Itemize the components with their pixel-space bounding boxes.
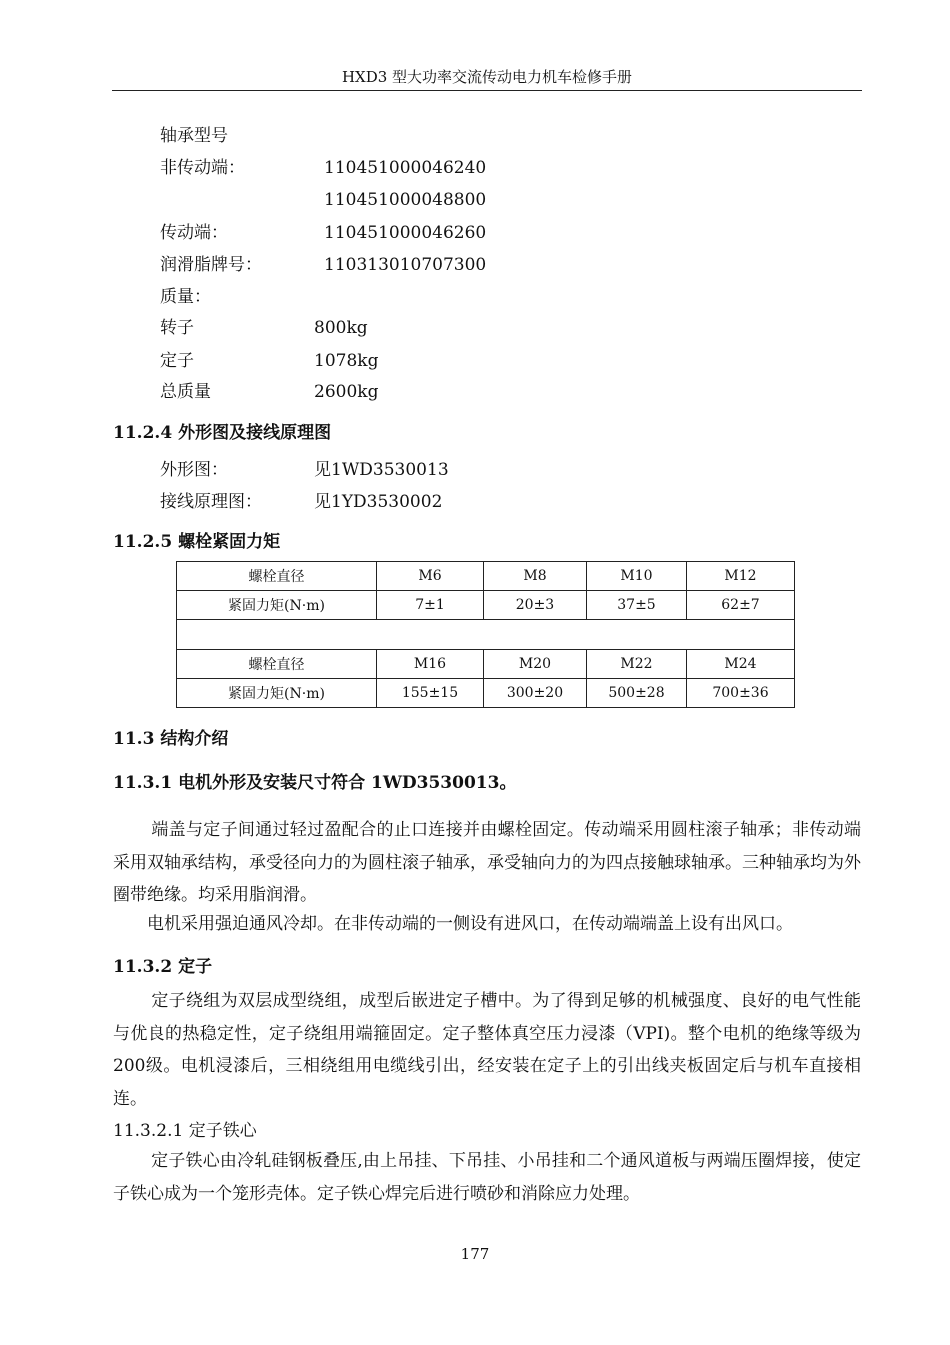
bolt-torque-table [176, 561, 795, 708]
paragraph [113, 814, 861, 912]
grease-value: 110313010707300 [324, 255, 487, 275]
paragraph [113, 985, 861, 1115]
total-mass-value: 2600kg [314, 382, 379, 402]
table-cell: M24 [687, 650, 795, 679]
stator-label: 定子 [160, 351, 194, 371]
paragraph-text: 定子铁心由冷轧硅钢板叠压,由上吊挂、下吊挂、小吊挂和二个通风道板与两端压圈焊接，使定子铁心成为一个笼形壳体。定子铁心焊完后进行喷砂和消除应力处理。 [113, 1151, 861, 1204]
section-11-3-2-heading: 11.3.2 定子 [113, 957, 213, 977]
table-spacer-cell [177, 620, 795, 650]
rotor-label: 转子 [160, 318, 194, 338]
page-header: HXD3 型大功率交流传动电力机车检修手册 [112, 64, 862, 91]
section-11-2-5-heading: 11.2.5 螺栓紧固力矩 [113, 532, 281, 552]
table-cell: 500±28 [587, 679, 687, 708]
mass-title: 质量： [160, 287, 211, 307]
drive-value: 110451000046260 [324, 223, 487, 243]
rotor-value: 800kg [314, 318, 368, 338]
wiring-value: 见1YD3530002 [314, 492, 443, 512]
outline-value: 见1WD3530013 [314, 460, 449, 480]
table-cell: M20 [484, 650, 587, 679]
table-cell: 155±15 [377, 679, 484, 708]
paragraph [113, 908, 861, 941]
table-cell: 20±3 [484, 591, 587, 620]
table-row [177, 679, 795, 708]
table-cell: M12 [687, 562, 795, 591]
table-cell: M22 [587, 650, 687, 679]
table-cell: 700±36 [687, 679, 795, 708]
section-11-3-heading: 11.3 结构介绍 [113, 729, 229, 749]
non-drive-value-1: 110451000046240 [324, 158, 487, 178]
bolt-diameter-label: 螺栓直径 [177, 650, 377, 679]
table-cell: 7±1 [377, 591, 484, 620]
grease-label: 润滑脂牌号： [160, 255, 262, 275]
table-cell: 37±5 [587, 591, 687, 620]
table-spacer-row [177, 620, 795, 650]
non-drive-label: 非传动端： [160, 158, 245, 178]
page-number: 177 [460, 1245, 490, 1263]
table-row [177, 562, 795, 591]
torque-label: 紧固力矩(N·m) [177, 591, 377, 620]
non-drive-value-2: 110451000048800 [324, 190, 487, 210]
drive-label: 传动端： [160, 223, 228, 243]
paragraph-text: 端盖与定子间通过轻过盈配合的止口连接并由螺栓固定。传动端采用圆柱滚子轴承；非传动端采用双轴承结构，承受径向力的为圆柱滚子轴承，承受轴向力的为四点接触球轴承。三种轴承均为外圈带绝缘。均采用脂润滑。 [113, 820, 861, 905]
table-cell: M8 [484, 562, 587, 591]
table-cell: 62±7 [687, 591, 795, 620]
table-cell: 300±20 [484, 679, 587, 708]
bearing-title: 轴承型号 [160, 126, 228, 146]
table-row [177, 591, 795, 620]
torque-label: 紧固力矩(N·m) [177, 679, 377, 708]
paragraph [113, 1145, 861, 1210]
section-11-3-2-1-heading: 11.3.2.1 定子铁心 [113, 1121, 257, 1141]
section-11-3-1-heading: 11.3.1 电机外形及安装尺寸符合 1WD3530013。 [113, 773, 517, 793]
table-cell: M6 [377, 562, 484, 591]
outline-label: 外形图： [160, 460, 228, 480]
bolt-diameter-label: 螺栓直径 [177, 562, 377, 591]
total-mass-label: 总质量 [160, 382, 211, 402]
stator-value: 1078kg [314, 351, 379, 371]
table-cell: M16 [377, 650, 484, 679]
section-11-2-4-heading: 11.2.4 外形图及接线原理图 [113, 423, 332, 443]
paragraph-text: 定子绕组为双层成型绕组，成型后嵌进定子槽中。为了得到足够的机械强度、良好的电气性能与优良的热稳定性，定子绕组用端箍固定。定子整体真空压力浸漆（VPI)。整个电机的绝缘等级为200级。电机浸漆后，三相绕组用电缆线引出，经安装在定子上的引出线夹板固定后与机车直接相连。 [113, 991, 861, 1109]
table-row [177, 650, 795, 679]
paragraph-text: 电机采用强迫通风冷却。在非传动端的一侧设有进风口，在传动端端盖上设有出风口。 [147, 914, 793, 934]
wiring-label: 接线原理图： [160, 492, 262, 512]
table-cell: M10 [587, 562, 687, 591]
